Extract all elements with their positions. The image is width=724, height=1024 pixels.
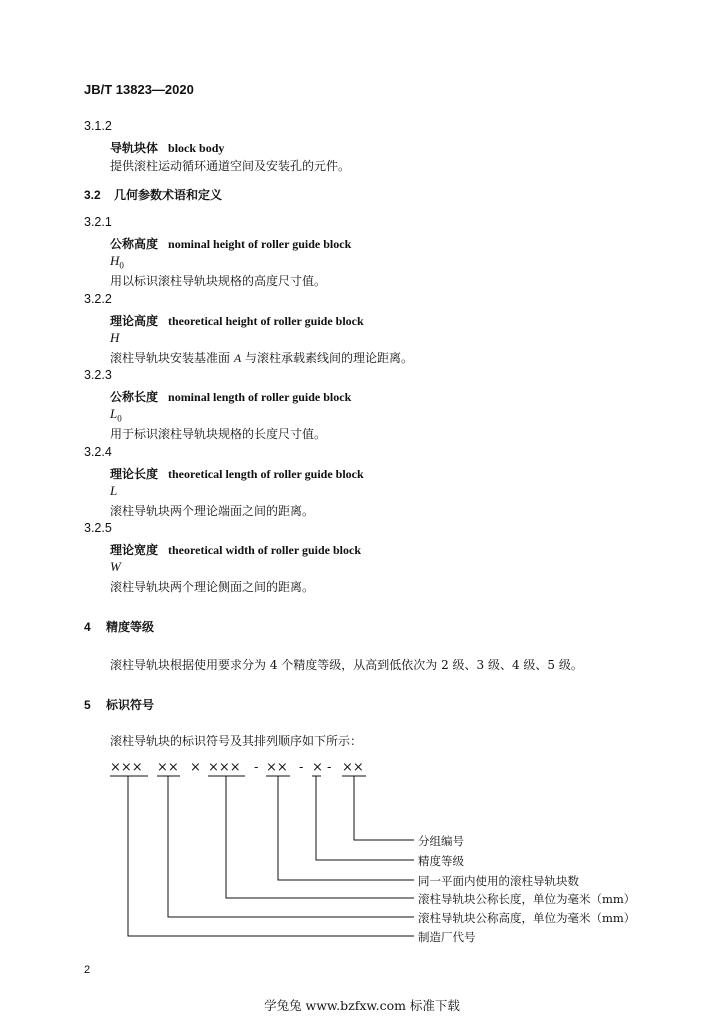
term-cn: 公称高度	[110, 237, 159, 251]
label-nominal-length: 滚柱导轨块公称长度，单位为毫米（mm）	[418, 892, 636, 906]
section-title: 精度等级	[106, 620, 155, 634]
datum-symbol: A	[233, 351, 242, 365]
code-dash: -	[327, 760, 332, 775]
label-block-count: 同一平面内使用的滚柱导轨块数	[418, 874, 579, 888]
term-cn: 理论长度	[110, 467, 159, 481]
clause-number: 3.2.1	[84, 215, 112, 229]
symbol-letter: L	[110, 406, 118, 421]
term-en: theoretical height of roller guide block	[168, 314, 364, 328]
code-group-group-no: ××	[342, 760, 364, 775]
clause-number: 3.2.3	[84, 368, 112, 382]
term-en: theoretical length of roller guide block	[168, 467, 364, 481]
symbol-letter: H	[110, 253, 120, 268]
term-cn: 理论高度	[110, 314, 159, 328]
code-group-grade: ×	[312, 760, 323, 775]
leader-line	[316, 776, 414, 860]
section-number: 4	[84, 620, 91, 634]
section-number: 5	[84, 698, 91, 712]
clause-number: 3.2.2	[84, 292, 112, 306]
definition-text: 提供滚柱运动循环通道空间及安装孔的元件。	[110, 159, 351, 173]
code-group-length: ×××	[208, 760, 241, 775]
term-en: block body	[168, 141, 225, 155]
term-cn: 导轨块体	[110, 141, 159, 155]
section-title: 几何参数术语和定义	[114, 188, 223, 202]
footer-watermark: 学兔兔 www.bzfxw.com 标准下载	[264, 998, 460, 1013]
code-group-x: ×	[190, 760, 201, 775]
label-nominal-height: 滚柱导轨块公称高度，单位为毫米（mm）	[418, 911, 636, 925]
definition-text: 用于标识滚柱导轨块规格的长度尺寸值。	[110, 427, 327, 441]
code-dash: -	[299, 760, 304, 775]
term-en: nominal height of roller guide block	[168, 237, 352, 251]
definition-text: 滚柱导轨块两个理论侧面之间的距离。	[110, 580, 315, 594]
definition-part: 滚柱导轨块安装基准面	[110, 351, 231, 365]
clause-number: 3.1.2	[84, 119, 112, 133]
section-number: 3.2	[84, 188, 101, 202]
definition-text: 滚柱导轨块两个理论端面之间的距离。	[110, 504, 315, 518]
leader-line	[128, 776, 414, 936]
definition-part: 与滚柱承载素线间的理论距离。	[245, 351, 414, 365]
leader-line	[168, 776, 414, 917]
clause-number: 3.2.5	[84, 521, 112, 535]
label-group-number: 分组编号	[418, 834, 464, 848]
section-paragraph: 滚柱导轨块的标识符号及其排列顺序如下所示：	[110, 734, 363, 748]
symbol-subscript: 0	[117, 413, 122, 424]
label-manufacturer-code: 制造厂代号	[418, 930, 476, 944]
code-group-quantity: ××	[266, 760, 288, 775]
code-dash: -	[254, 760, 259, 775]
section-title: 标识符号	[106, 698, 155, 712]
term-symbol: W	[110, 559, 121, 574]
definition-text: 用以标识滚柱导轨块规格的高度尺寸值。	[110, 274, 327, 288]
standard-number: JB/T 13823—2020	[84, 82, 194, 97]
section-paragraph: 滚柱导轨块根据使用要求分为 4 个精度等级，从高到低依次为 2 级、3 级、4 级、5 级。	[110, 658, 583, 672]
leader-line	[278, 776, 414, 880]
label-precision-grade: 精度等级	[418, 854, 464, 868]
page-number: 2	[84, 964, 91, 976]
term-cn: 理论宽度	[110, 543, 159, 557]
symbol-subscript: 0	[119, 260, 124, 271]
term-symbol: H	[110, 330, 120, 345]
term-cn: 公称长度	[110, 390, 159, 404]
term-en: nominal length of roller guide block	[168, 390, 352, 404]
code-group-manufacturer: ×××	[110, 760, 143, 775]
term-symbol: L	[110, 483, 118, 498]
term-en: theoretical width of roller guide block	[168, 543, 362, 557]
code-group-height: ××	[157, 760, 179, 775]
leader-line	[354, 776, 414, 840]
clause-number: 3.2.4	[84, 445, 112, 459]
